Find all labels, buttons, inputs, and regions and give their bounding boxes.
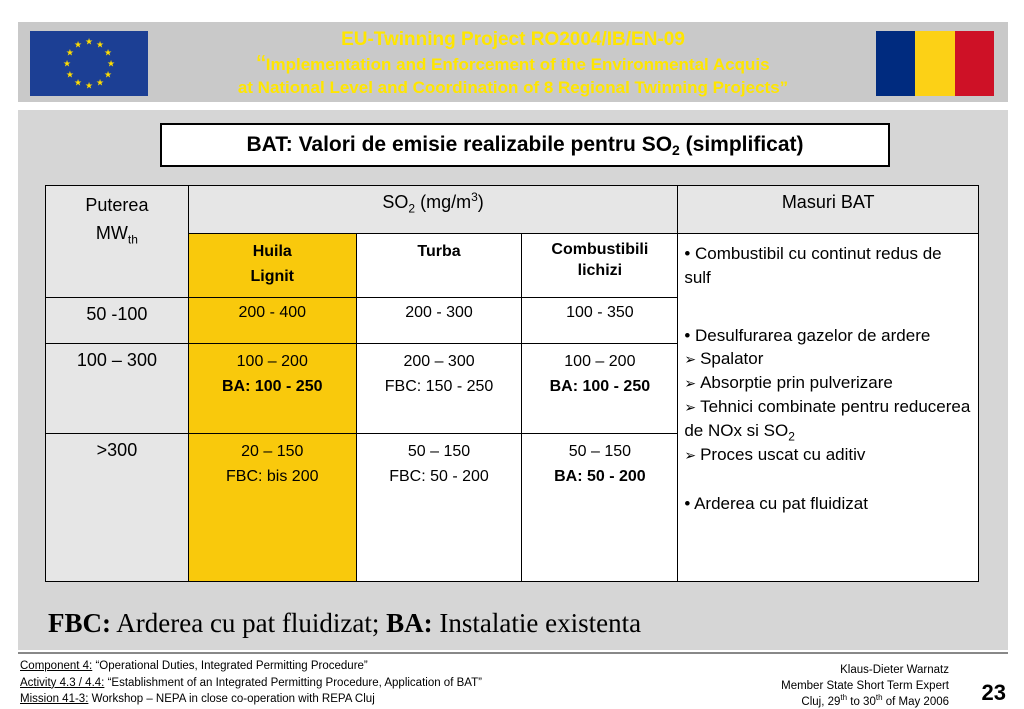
project-subtitle-2: at National Level and Coordination of 8 Regional Twinning Projects” <box>237 78 789 98</box>
eu-flag-icon <box>30 31 148 96</box>
value-cell: 100 - 350 <box>522 298 678 344</box>
measure-combined: ➢ Tehnici combinate pentru reducerea de NOx si $SO_2$ <box>684 396 971 444</box>
eu-star-icon: ★ <box>104 47 113 58</box>
emission-table <box>45 185 979 582</box>
power-cell: 100 – 300 <box>46 344 189 434</box>
eu-star-icon: ★ <box>84 36 94 47</box>
eu-stars-icon <box>30 31 148 96</box>
slide-title: BAT: Valori de emisie realizabile pentru $SO_2$ (simplificat) <box>160 123 890 167</box>
header-measures: Masuri BAT <box>678 186 979 234</box>
header-so2: $SO_2$ $(mg/m^3)$ <box>188 186 677 234</box>
power-cell: 50 -100 <box>46 298 189 344</box>
eu-star-icon: ★ <box>62 58 72 69</box>
flag-stripe-blue <box>876 31 915 96</box>
value-cell: 100 – 200 BA: 100 - 250 <box>188 344 356 434</box>
arrow-bullet-icon: ➢ <box>684 351 697 368</box>
romania-flag-icon <box>876 31 994 96</box>
value-cell: 100 – 200 BA: 100 - 250 <box>522 344 678 434</box>
eu-star-icon: ★ <box>65 69 74 80</box>
bat-measures <box>678 234 979 582</box>
value-cell: 200 - 400 <box>188 298 356 344</box>
arrow-bullet-icon: ➢ <box>684 446 697 463</box>
project-title <box>158 30 868 97</box>
power-cell: >300 <box>46 434 189 582</box>
abbreviation-legend: FBC: Arderea cu pat fluidizat; BA: Instalatie existenta <box>48 608 642 638</box>
measure-fluidized-bed: • Arderea cu pat fluidizat <box>684 494 868 514</box>
footer-project-info: Component 4: “Operational Duties, Integrated Permitting Procedure” Activity 4.3 / 4.4: “Establishment of an Integrated Permitting Procedure, Application of BAT” Mission 41-3: Workshop – NEPA in close co-operation with REPA Cluj <box>20 660 482 706</box>
flag-stripe-yellow <box>915 31 954 96</box>
project-subtitle: “Implementation and Enforcement of the Environmental Acquis <box>256 48 770 80</box>
page-number: 23 <box>981 680 1006 705</box>
value-cell: 20 – 150 FBC: bis 200 <box>188 434 356 582</box>
eu-star-icon: ★ <box>84 80 94 91</box>
eu-star-icon: ★ <box>73 39 83 50</box>
header-power: Puterea $MW_{th}$ <box>46 186 189 298</box>
flag-stripe-red <box>955 31 994 96</box>
eu-star-icon: ★ <box>106 58 116 69</box>
eu-star-icon: ★ <box>95 39 105 50</box>
measure-desulfurization: • Desulfurarea gazelor de ardere <box>684 325 931 345</box>
fuel-header-coal: Huila Lignit <box>188 234 356 298</box>
project-code: EU-Twinning Project RO2004/IB/EN-09 <box>341 29 685 50</box>
measure-spray-absorption: ➢ Absorptie prin pulverizare <box>684 373 893 393</box>
value-cell: 50 – 150 BA: 50 - 200 <box>522 434 678 582</box>
eu-star-icon: ★ <box>65 47 74 58</box>
value-cell: 50 – 150 FBC: 50 - 200 <box>356 434 522 582</box>
footer-author: Klaus-Dieter Warnatz Member State Short Term Expert Cluj, 29th to 30th of May 2006 <box>781 664 949 709</box>
fuel-header-peat: Turba <box>356 234 522 298</box>
measure-dry-process: ➢ Proces uscat cu aditiv <box>684 444 866 464</box>
measure-scrubber: ➢ Spalator <box>684 349 764 369</box>
eu-star-icon: ★ <box>95 77 105 88</box>
eu-star-icon: ★ <box>73 77 83 88</box>
fuel-header-liquid: Combustibili lichizi <box>522 234 678 298</box>
arrow-bullet-icon: ➢ <box>684 375 697 392</box>
eu-star-icon: ★ <box>104 69 113 80</box>
value-cell: 200 - 300 <box>356 298 522 344</box>
arrow-bullet-icon: ➢ <box>684 398 697 415</box>
footer-divider <box>18 652 1008 654</box>
header-band <box>18 22 1008 102</box>
value-cell: 200 – 300 FBC: 150 - 250 <box>356 344 522 434</box>
measure-low-sulfur: • Combustibil cu continut redus de sulf <box>684 244 942 287</box>
